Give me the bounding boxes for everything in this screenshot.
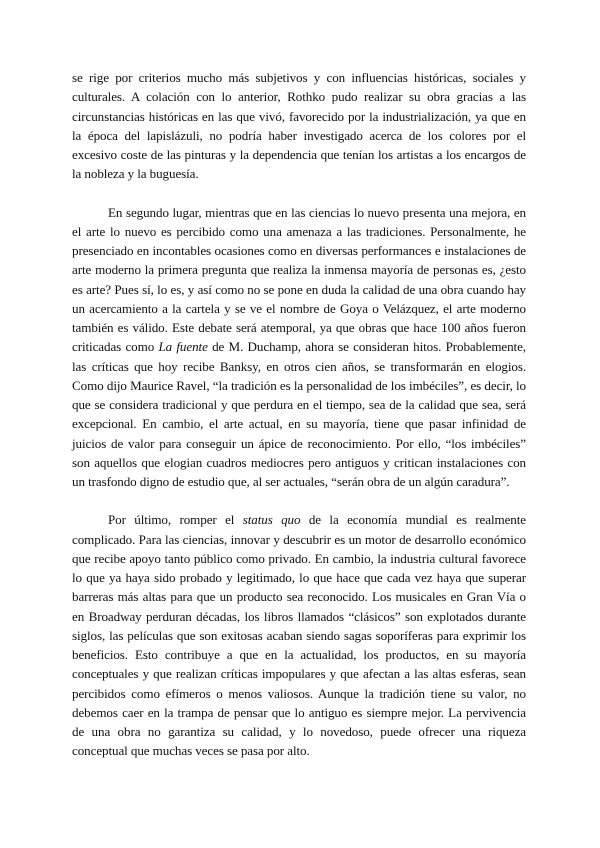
paragraph-segundo-lugar xyxy=(72,203,526,492)
paragraph-text: En segundo lugar, mientras que en las ciencias lo nuevo presenta una mejora, en el arte lo nuevo es percibido como una amenaza a las tradiciones. Personalmente, he presenciado en incontables ocasiones como en diversas performances e instalaciones de arte moderno la primera pregunta que realiza la inmensa mayoría de personas es, ¿esto es arte? Pues sí, lo es, y así como no se pone en duda la calidad de una obra cuando hay un acercamiento a la cartela y se ve el nombre de Goya o Velázquez, el arte moderno también es válido. Este debate será atemporal, ya que obras que hace 100 años fueron criticadas como xyxy=(72,204,526,355)
paragraph-text: de M. Duchamp, ahora se consideran hitos. Probablemente, las críticas que hoy recibe Banksy, en otros cien años, se transformarán en elogios. Como dijo Maurice Ravel, “la tradición es la personalidad de los imbéciles”, es decir, lo que se considera tradicional y que perdura en el tiempo, sea de la calidad que sea, será excepcional. En cambio, el arte actual, en su mayoría, tiene que pasar infinidad de juicios de valor para conseguir un ápice de reconocimiento. Por ello, “los imbéciles” son aquellos que elogian cuadros mediocres pero antiguos y critican instalaciones con un trasfondo digno de estudio que, al ser actuales, “serán obra de un algún caradura”. xyxy=(72,339,526,489)
paragraph-por-ultimo xyxy=(72,510,526,760)
paragraph-text: Por último, romper el xyxy=(108,512,243,528)
paragraph-rothko xyxy=(72,68,526,184)
artwork-title: La fuente xyxy=(158,339,208,355)
paragraph-text: de la economía mundial es realmente complicado. Para las ciencias, innovar y descubrir es un motor de desarrollo económico que recibe apoyo tanto público como privado. En cambio, la industria cultural favorece lo que ya haya sido probado y legitimado, lo que hace que cada vez haya que superar barreras más altas para que un producto sea reconocido. Los musicales en Gran Vía o en Broadway perduran décadas, los libros llamados “clásicos” son explotados durante siglos, las películas que son exitosas acaban siendo sagas soporíferas para exprimir los beneficios. Esto contribuye a que en la actualidad, los productos, en su mayoría conceptuales y que realizan críticas impopulares y que afectan a las altas esferas, sean percibidos como efímeros o menos valiosos. Aunque la tradición tiene su valor, no debemos caer en la trampa de pensar que lo antiguo es siempre mejor. La pervivencia de una obra no garantiza su calidad, y lo novedoso, puede ofrecer una riqueza conceptual que muchas veces se pasa por alto. xyxy=(72,512,527,759)
paragraph-gap xyxy=(72,184,526,203)
italic-term: status quo xyxy=(242,512,301,528)
paragraph-text: se rige por criterios mucho más subjetivos y con influencias históricas, sociales y culturales. A colación con lo anterior, Rothko pudo realizar su obra gracias a las circunstancias históricas en las que vivó, favorecido por la industrialización, ya que en la época del lapislázuli, no podría haber investigado acerca de los colores por el excesivo coste de las pinturas y la dependencia que tenían los artistas a los encargos de la nobleza y la buguesía. xyxy=(72,70,526,182)
paragraph-gap xyxy=(72,491,526,510)
document-page xyxy=(72,68,526,761)
